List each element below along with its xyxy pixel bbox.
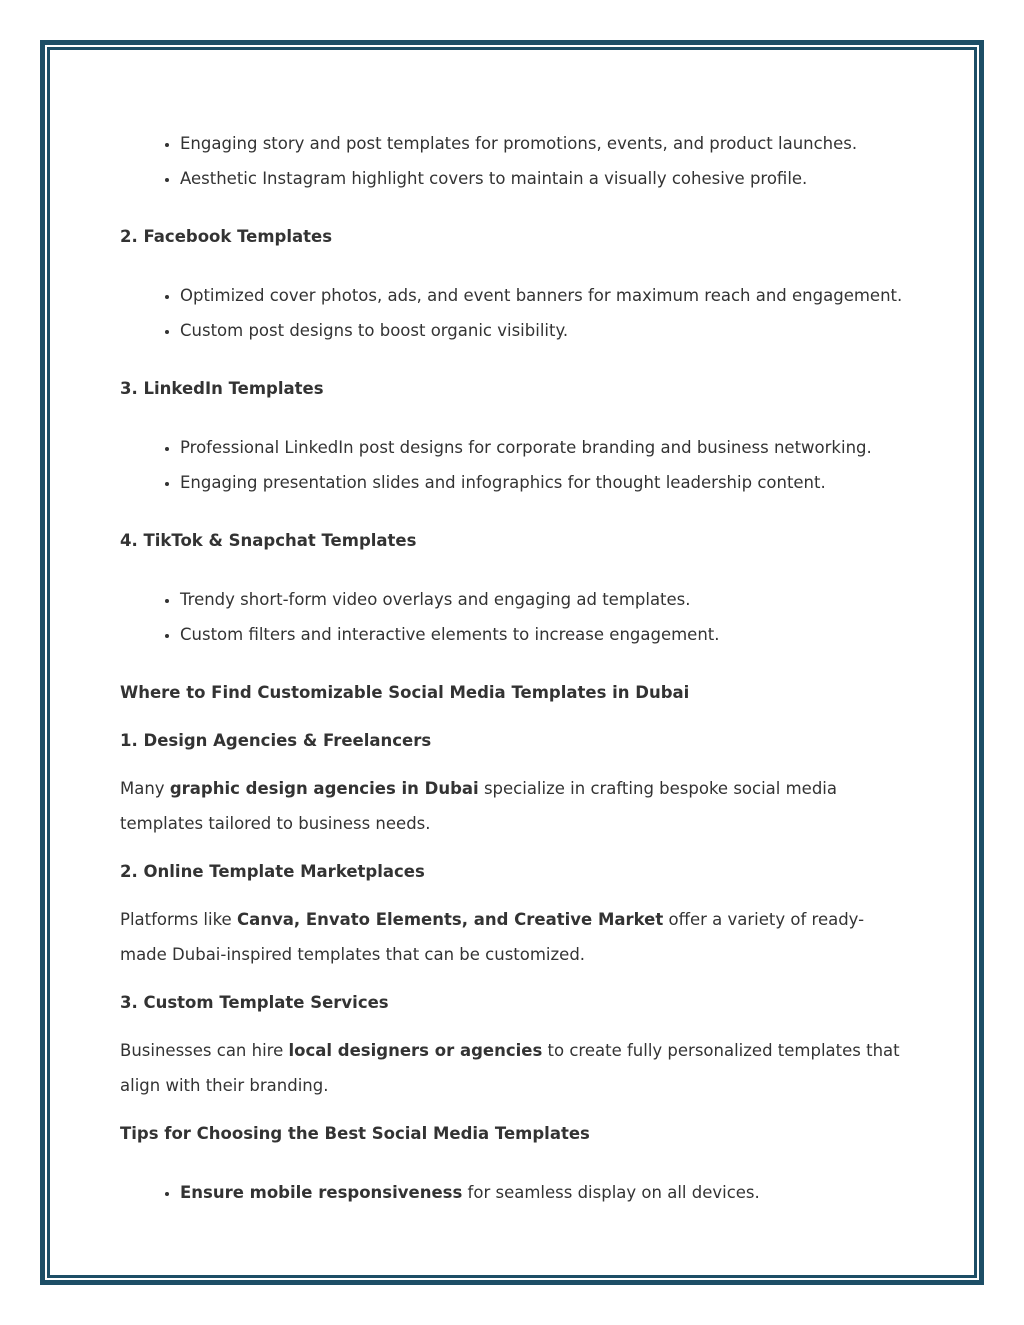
- tiktok-heading: 4. TikTok & Snapchat Templates: [120, 531, 417, 550]
- list-item: • Engaging presentation slides and infographics for thought leadership content.: [180, 465, 910, 500]
- list-item: • Optimized cover photos, ads, and event banners for maximum reach and engagement.: [180, 278, 910, 313]
- list-item: • Engaging story and post templates for promotions, events, and product launches.: [180, 126, 910, 161]
- paragraph-text: Many: [120, 779, 170, 798]
- tips-heading: Tips for Choosing the Best Social Media Templates: [120, 1124, 590, 1143]
- paragraph-text: Platforms like: [120, 910, 237, 929]
- list-item: • Aesthetic Instagram highlight covers to maintain a visually cohesive profile.: [180, 161, 910, 196]
- document-body: [120, 126, 910, 1210]
- custom-services-paragraph: [120, 1033, 910, 1103]
- facebook-heading: 2. Facebook Templates: [120, 227, 333, 246]
- paragraph-text: to create fully personalized templates that align with their branding.: [120, 1041, 900, 1095]
- list-item: • Professional LinkedIn post designs for corporate branding and business networking.: [180, 430, 910, 465]
- list-item: • Custom post designs to boost organic visibility.: [180, 313, 910, 348]
- where-to-find-heading: Where to Find Customizable Social Media Templates in Dubai: [120, 683, 690, 702]
- paragraph-text: Businesses can hire: [120, 1041, 289, 1060]
- list-item: • Trendy short-form video overlays and engaging ad templates.: [180, 582, 910, 617]
- paragraph-bold-text: graphic design agencies in Dubai: [169, 779, 479, 798]
- list-item: [180, 1175, 910, 1210]
- marketplaces-paragraph: [120, 902, 910, 972]
- instagram-bullet-list: [120, 126, 910, 196]
- design-agencies-paragraph: [120, 771, 910, 841]
- paragraph-text: offer a variety of ready-made Dubai-inspired templates that can be customized.: [120, 910, 865, 964]
- tiktok-bullet-list: [120, 582, 910, 652]
- list-item-bold-text: Ensure mobile responsiveness: [180, 1183, 463, 1202]
- linkedin-heading: 3. LinkedIn Templates: [120, 379, 324, 398]
- facebook-bullet-list: [120, 278, 910, 348]
- tips-bullet-list: [120, 1175, 910, 1210]
- linkedin-bullet-list: [120, 430, 910, 500]
- paragraph-text: specialize in crafting bespoke social media templates tailored to business needs.: [120, 779, 837, 833]
- custom-services-heading: 3. Custom Template Services: [120, 993, 389, 1012]
- marketplaces-heading: 2. Online Template Marketplaces: [120, 862, 425, 881]
- design-agencies-heading: 1. Design Agencies & Freelancers: [120, 731, 432, 750]
- list-item: • Custom filters and interactive elements to increase engagement.: [180, 617, 910, 652]
- paragraph-bold-text: local designers or agencies: [288, 1041, 543, 1060]
- list-item-text: for seamless display on all devices.: [462, 1183, 760, 1202]
- paragraph-bold-text: Canva, Envato Elements, and Creative Market: [236, 910, 664, 929]
